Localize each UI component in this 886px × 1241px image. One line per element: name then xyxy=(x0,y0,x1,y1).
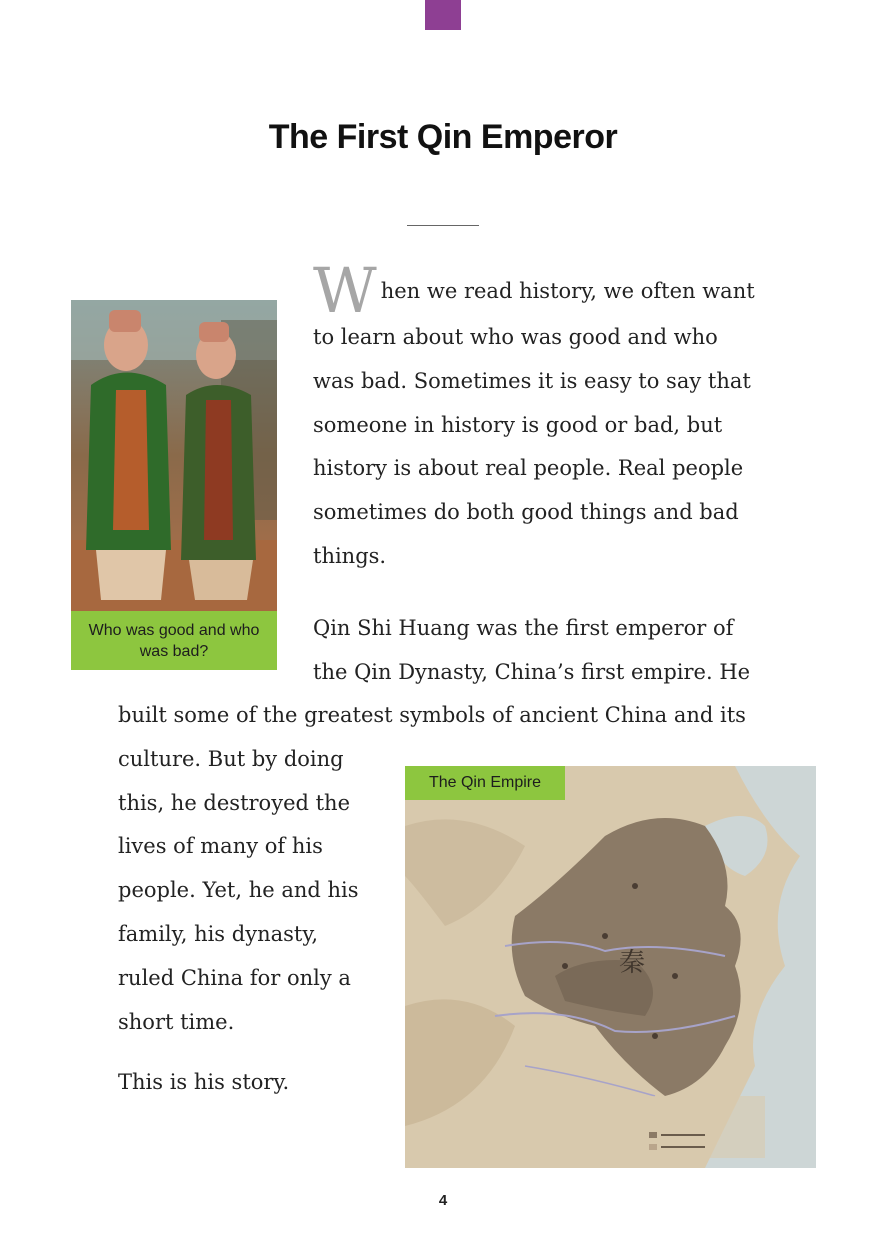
text-line: lives of many of his xyxy=(118,834,323,859)
text-line: Qin Shi Huang was the first emperor of xyxy=(313,616,734,640)
page-number: 4 xyxy=(438,1192,448,1209)
paragraph-qin-shi-huang xyxy=(313,607,773,695)
figurines-photo-icon xyxy=(71,300,277,611)
text-line: ruled China for only a xyxy=(118,965,351,990)
text-line: short time. xyxy=(118,1009,235,1034)
text-line: history is about real people. Real people xyxy=(313,456,744,481)
map-label: The Qin Empire xyxy=(405,766,565,800)
map-character: 秦 xyxy=(619,948,646,978)
paragraph-intro xyxy=(313,254,768,579)
photo-caption: Who was good and who was bad? xyxy=(71,611,277,670)
text-line: culture. But by doing xyxy=(118,746,344,771)
page-title: The First Qin Emperor xyxy=(268,118,618,156)
text-line: family, his dynasty, xyxy=(118,921,319,946)
text-line: someone in history is good or bad, but xyxy=(313,412,723,437)
drop-cap: W xyxy=(313,254,377,327)
paragraph-closing: This is his story. xyxy=(118,1070,290,1094)
text-line: built some of the greatest symbols of ancient China and its xyxy=(118,703,746,727)
text-line: sometimes do both good things and bad xyxy=(313,500,739,525)
text-line: things. xyxy=(313,543,387,568)
text-line: to learn about who was good and who xyxy=(313,325,718,349)
page-tab-marker xyxy=(425,0,461,30)
text-line: people. Yet, he and his xyxy=(118,878,359,903)
text-line: the Qin Dynasty, China’s first empire. He xyxy=(313,659,751,684)
map-image-icon xyxy=(405,766,816,1168)
text-line: hen we read history, we often want xyxy=(380,279,755,303)
qin-empire-map xyxy=(405,766,816,1168)
text-line: was bad. Sometimes it is easy to say that xyxy=(313,368,751,393)
title-divider xyxy=(407,225,479,226)
text-line: this, he destroyed the xyxy=(118,790,351,815)
figurines-photo xyxy=(71,300,277,611)
